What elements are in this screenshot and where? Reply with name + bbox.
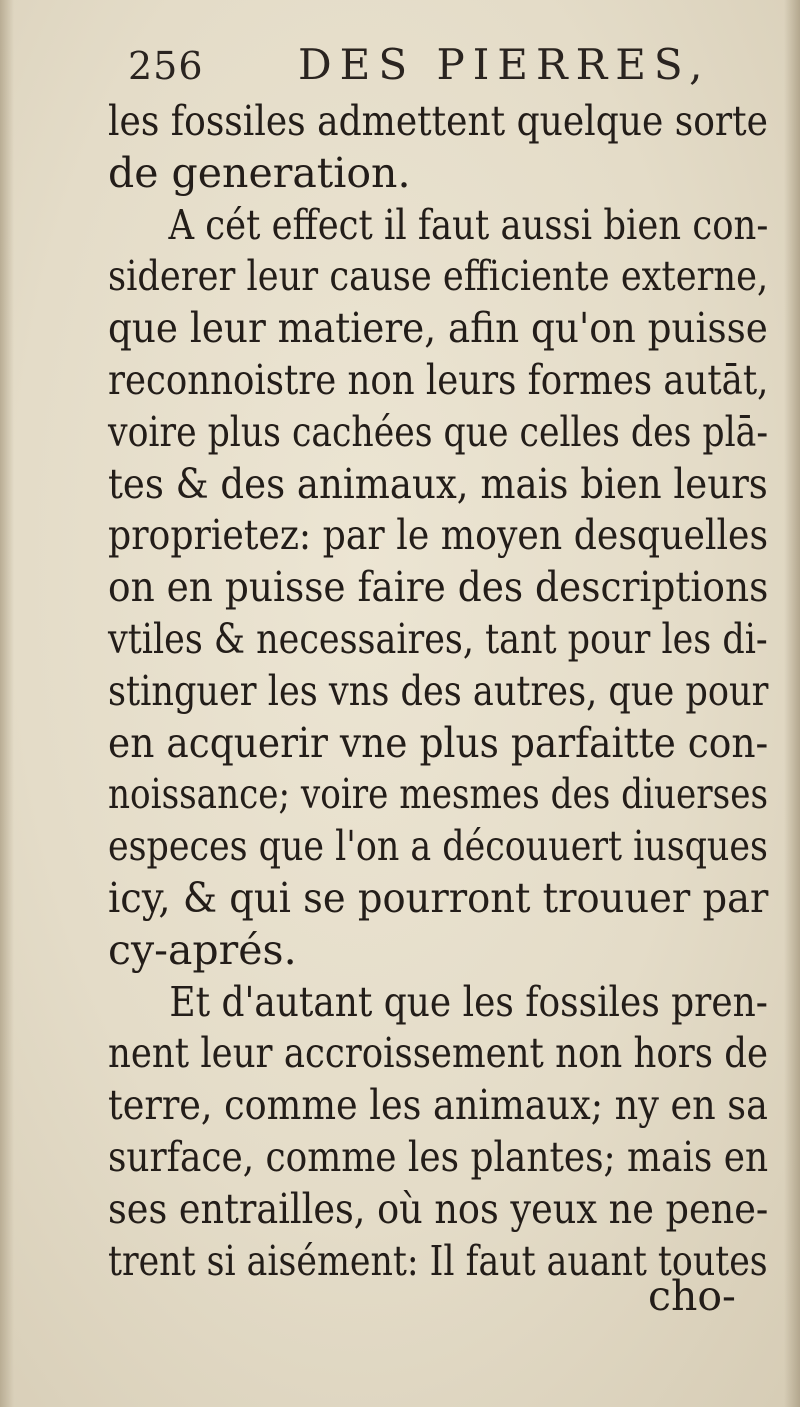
page-header <box>128 40 711 90</box>
text-line: proprietez: par le moyen desquelles <box>108 511 769 560</box>
page-left-shadow <box>0 0 14 1407</box>
text-line: surface, comme les plantes; mais en <box>108 1132 769 1181</box>
text-line: noissance; voire mesmes des diuerses <box>108 770 769 819</box>
page-number: 256 <box>128 44 204 88</box>
paragraph-start-line: Et d'autant que les fossiles pren- <box>169 977 768 1026</box>
text-line: cy-aprés. <box>108 925 297 974</box>
text-line: on en puisse faire des descriptions <box>108 563 769 612</box>
paragraph-start-line: A cét effect il faut aussi bien con- <box>168 200 769 249</box>
text-line: stinguer les vns des autres, que pour <box>108 666 769 715</box>
text-line: en acquerir vne plus parfaitte con- <box>108 718 769 767</box>
text-line: especes que l'on a découuert iusques <box>108 822 768 871</box>
text-line: voire plus cachées que celles des plā- <box>108 407 769 456</box>
text-line: vtiles & necessaires, tant pour les di- <box>108 614 768 663</box>
text-line: ses entrailles, où nos yeux ne pene- <box>108 1184 769 1233</box>
text-line: les fossiles admettent quelque sorte <box>108 97 768 145</box>
text-line: de generation. <box>108 148 411 197</box>
text-line: nent leur accroissement non hors de <box>108 1029 768 1078</box>
text-line: trent si aisément: Il faut auant toutes <box>108 1236 768 1285</box>
text-line: que leur matiere, afin qu'on puisse <box>108 304 768 353</box>
catchword: cho- <box>648 1272 736 1320</box>
text-line: reconnoistre non leurs formes autāt, <box>108 355 769 404</box>
text-line: terre, comme les animaux; ny en sa <box>108 1081 768 1130</box>
running-head: DES PIERRES, <box>298 40 711 89</box>
text-line: siderer leur cause efficiente externe, <box>108 252 769 301</box>
page-right-shadow <box>784 0 800 1407</box>
text-line: icy, & qui se pourront trouuer par <box>108 873 769 922</box>
body-text <box>108 96 768 1287</box>
text-line: tes & des animaux, mais bien leurs <box>108 459 768 508</box>
